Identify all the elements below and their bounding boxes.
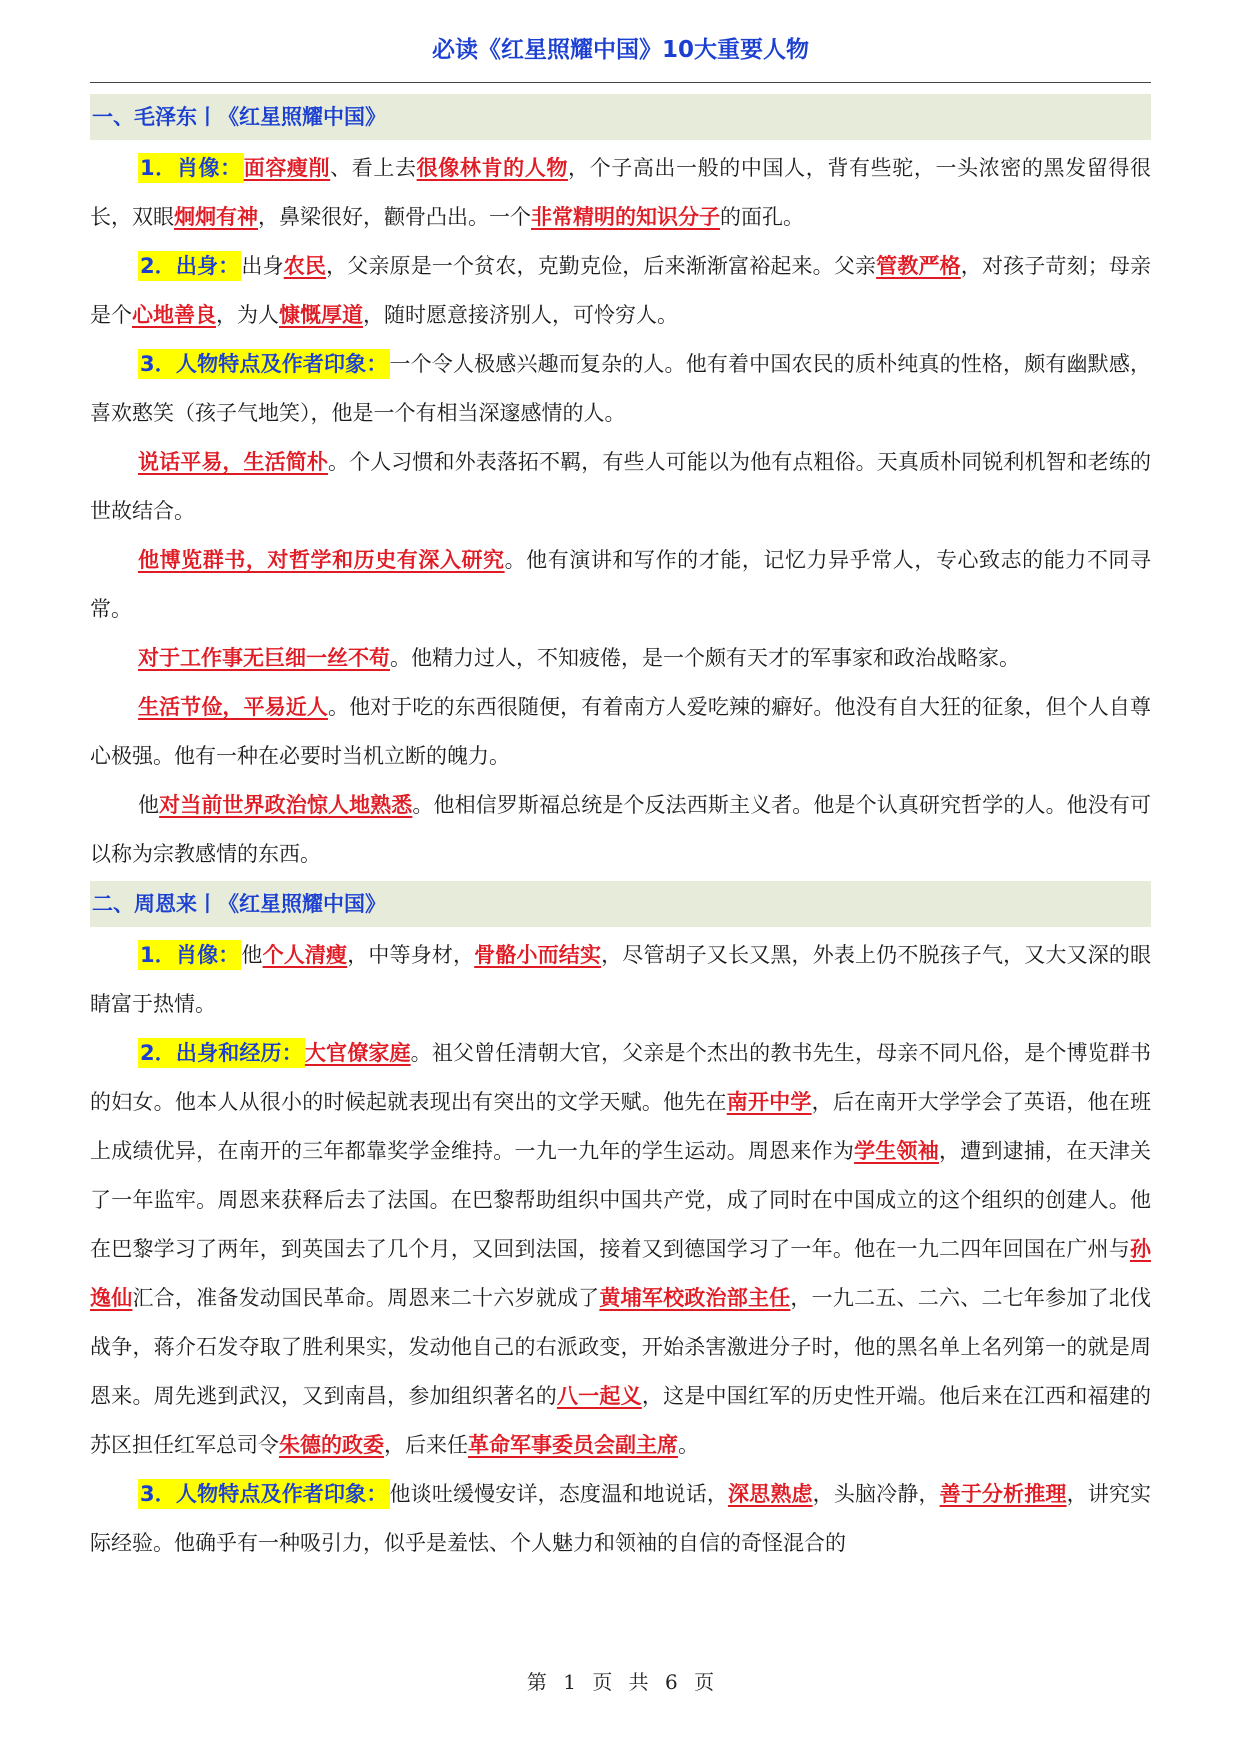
highlighted-phrase: 大官僚家庭 xyxy=(304,1041,411,1065)
body-text: ，对孩子苛刻；母亲是个 xyxy=(90,254,1152,327)
highlighted-phrase: 慷慨厚道 xyxy=(279,303,363,327)
paragraph xyxy=(90,1470,1151,1568)
document-title: 必读《红星照耀中国》10大重要人物 xyxy=(431,37,809,63)
body-text: 。他对于吃的东西很随便，有着南方人爱吃辣的癖好。他没有自大狂的征象，但个人自尊心极强。他有一种在必要时当机立断的魄力。 xyxy=(90,695,1152,768)
highlighted-phrase: 朱德的政委 xyxy=(279,1433,384,1457)
highlighted-phrase: 他博览群书，对哲学和历史有深入研究 xyxy=(138,548,505,572)
highlighted-phrase: 非常精明的知识分子 xyxy=(531,205,720,229)
highlighted-phrase: 说话平易，生活简朴 xyxy=(138,450,328,474)
paragraph xyxy=(90,634,1151,683)
field-label: 2．出身和经历： xyxy=(138,1038,305,1068)
paragraph xyxy=(90,340,1151,438)
paragraph xyxy=(90,1029,1151,1470)
body-text: 。他相信罗斯福总统是个反法西斯主义者。他是个认真研究哲学的人。他没有可以称为宗教感情的东西。 xyxy=(90,793,1152,866)
field-label: 2．出身： xyxy=(138,251,241,281)
highlighted-phrase: 八一起义 xyxy=(556,1384,642,1408)
highlighted-phrase: 深思熟虑 xyxy=(728,1482,813,1506)
body-text: 出身 xyxy=(241,254,284,278)
document-body xyxy=(90,92,1151,1568)
field-label: 3．人物特点及作者印象： xyxy=(138,349,390,379)
highlighted-phrase: 炯炯有神 xyxy=(174,205,258,229)
highlighted-phrase: 生活节俭，平易近人 xyxy=(138,695,328,719)
field-label: 1．肖像： xyxy=(138,940,241,970)
body-text: 、看上去 xyxy=(330,156,417,180)
field-label: 1．肖像： xyxy=(138,153,244,183)
body-text: 他 xyxy=(241,943,263,967)
body-text: ，父亲原是一个贫农，克勤克俭，后来渐渐富裕起来。父亲 xyxy=(326,254,877,278)
body-text: ，随时愿意接济别人，可怜穷人。 xyxy=(363,303,678,327)
highlighted-phrase: 革命军事委员会副主席 xyxy=(468,1433,678,1457)
body-text: 他谈吐缓慢安详，态度温和地说话， xyxy=(389,1482,729,1506)
field-label: 3．人物特点及作者印象： xyxy=(138,1479,390,1509)
body-text: 汇合，准备发动国民革命。周恩来二十六岁就成了 xyxy=(132,1286,600,1310)
body-text: ，尽管胡子又长又黑，外表上仍不脱孩子气，又大又深的眼睛富于热情。 xyxy=(90,943,1152,1016)
highlighted-phrase: 农民 xyxy=(283,254,327,278)
highlighted-phrase: 黄埔军校政治部主任 xyxy=(599,1286,791,1310)
highlighted-phrase: 孙逸仙 xyxy=(90,1237,1151,1310)
highlighted-phrase: 对当前世界政治惊人地熟悉 xyxy=(159,793,413,817)
highlighted-phrase: 骨骼小而结实 xyxy=(474,943,602,967)
paragraph xyxy=(90,144,1151,242)
body-text: 。个人习惯和外表落拓不羁，有些人可能以为他有点粗俗。天真质朴同锐利机智和老练的世故结合。 xyxy=(90,450,1152,523)
highlighted-phrase: 学生领袖 xyxy=(854,1139,939,1163)
highlighted-phrase: 心地善良 xyxy=(132,303,216,327)
highlighted-phrase: 管教严格 xyxy=(876,254,961,278)
body-text: ，讲究实际经验。他确乎有一种吸引力，似乎是羞怯、个人魅力和领袖的自信的奇怪混合的 xyxy=(90,1482,1152,1555)
body-text: 的面孔。 xyxy=(720,205,804,229)
body-text: 一个令人极感兴趣而复杂的人。他有着中国农民的质朴纯真的性格，颇有幽默感，喜欢憨笑（孩子气地笑），他是一个有相当深邃感情的人。 xyxy=(90,352,1151,425)
highlighted-phrase: 对于工作事无巨细一丝不苟 xyxy=(138,646,390,670)
section-heading: 二、周恩来丨《红星照耀中国》 xyxy=(90,881,1151,927)
paragraph xyxy=(90,683,1151,781)
highlighted-phrase: 很像林肯的人物 xyxy=(416,156,568,180)
body-text: 。 xyxy=(678,1433,699,1457)
body-text: ，后来任 xyxy=(384,1433,468,1457)
paragraph xyxy=(90,781,1151,879)
body-text: 他 xyxy=(138,793,160,817)
body-text: ，中等身材， xyxy=(347,943,475,967)
body-text: ，为人 xyxy=(216,303,279,327)
highlighted-phrase: 南开中学 xyxy=(726,1090,812,1114)
highlighted-phrase: 善于分析推理 xyxy=(939,1482,1067,1506)
body-text: ，遭到逮捕，在天津关了一年监牢。周恩来获释后去了法国。在巴黎帮助组织中国共产党，成了同时在中国成立的这个组织的创建人。他在巴黎学习了两年，到英国去了几个月，又回到法国，接着又到德国学习了一年。他在一九二四年回国在广州与 xyxy=(90,1139,1152,1261)
paragraph xyxy=(90,931,1151,1029)
body-text: ，后在南开大学学会了英语，他在班上成绩优异，在南开的三年都靠奖学金维持。一九一九年的学生运动。周恩来作为 xyxy=(90,1090,1152,1163)
paragraph xyxy=(90,242,1151,340)
paragraph xyxy=(90,536,1151,634)
body-text: ，这是中国红军的历史性开端。他后来在江西和福建的苏区担任红军总司令 xyxy=(90,1384,1152,1457)
body-text: 。他精力过人，不知疲倦，是一个颇有天才的军事家和政治战略家。 xyxy=(390,646,1020,670)
section-heading: 一、毛泽东丨《红星照耀中国》 xyxy=(90,94,1151,140)
page-footer: 第 1 页 共 6 页 xyxy=(526,1670,715,1694)
body-text: ，个子高出一般的中国人，背有些驼，一头浓密的黑发留得很长，双眼 xyxy=(90,156,1152,229)
body-text: 。他有演讲和写作的才能，记忆力异乎常人，专心致志的能力不同寻常。 xyxy=(90,548,1151,621)
title-divider xyxy=(90,82,1151,83)
body-text: ，一九二五、二六、二七年参加了北伐战争，蒋介石发夺取了胜利果实，发动他自己的右派政变，开始杀害激进分子时，他的黑名单上名列第一的就是周恩来。周先逃到武汉，又到南昌，参加组织著名的 xyxy=(90,1286,1152,1408)
body-text: ，鼻梁很好，颧骨凸出。一个 xyxy=(258,205,531,229)
body-text: 。祖父曾任清朝大官，父亲是个杰出的教书先生，母亲不同凡俗，是个博览群书的妇女。他本人从很小的时候起就表现出有突出的文学天赋。他先在 xyxy=(90,1041,1152,1114)
highlighted-phrase: 个人清瘦 xyxy=(262,943,348,967)
paragraph xyxy=(90,438,1151,536)
highlighted-phrase: 面容瘦削 xyxy=(243,156,331,180)
body-text: ，头脑冷静， xyxy=(812,1482,940,1506)
